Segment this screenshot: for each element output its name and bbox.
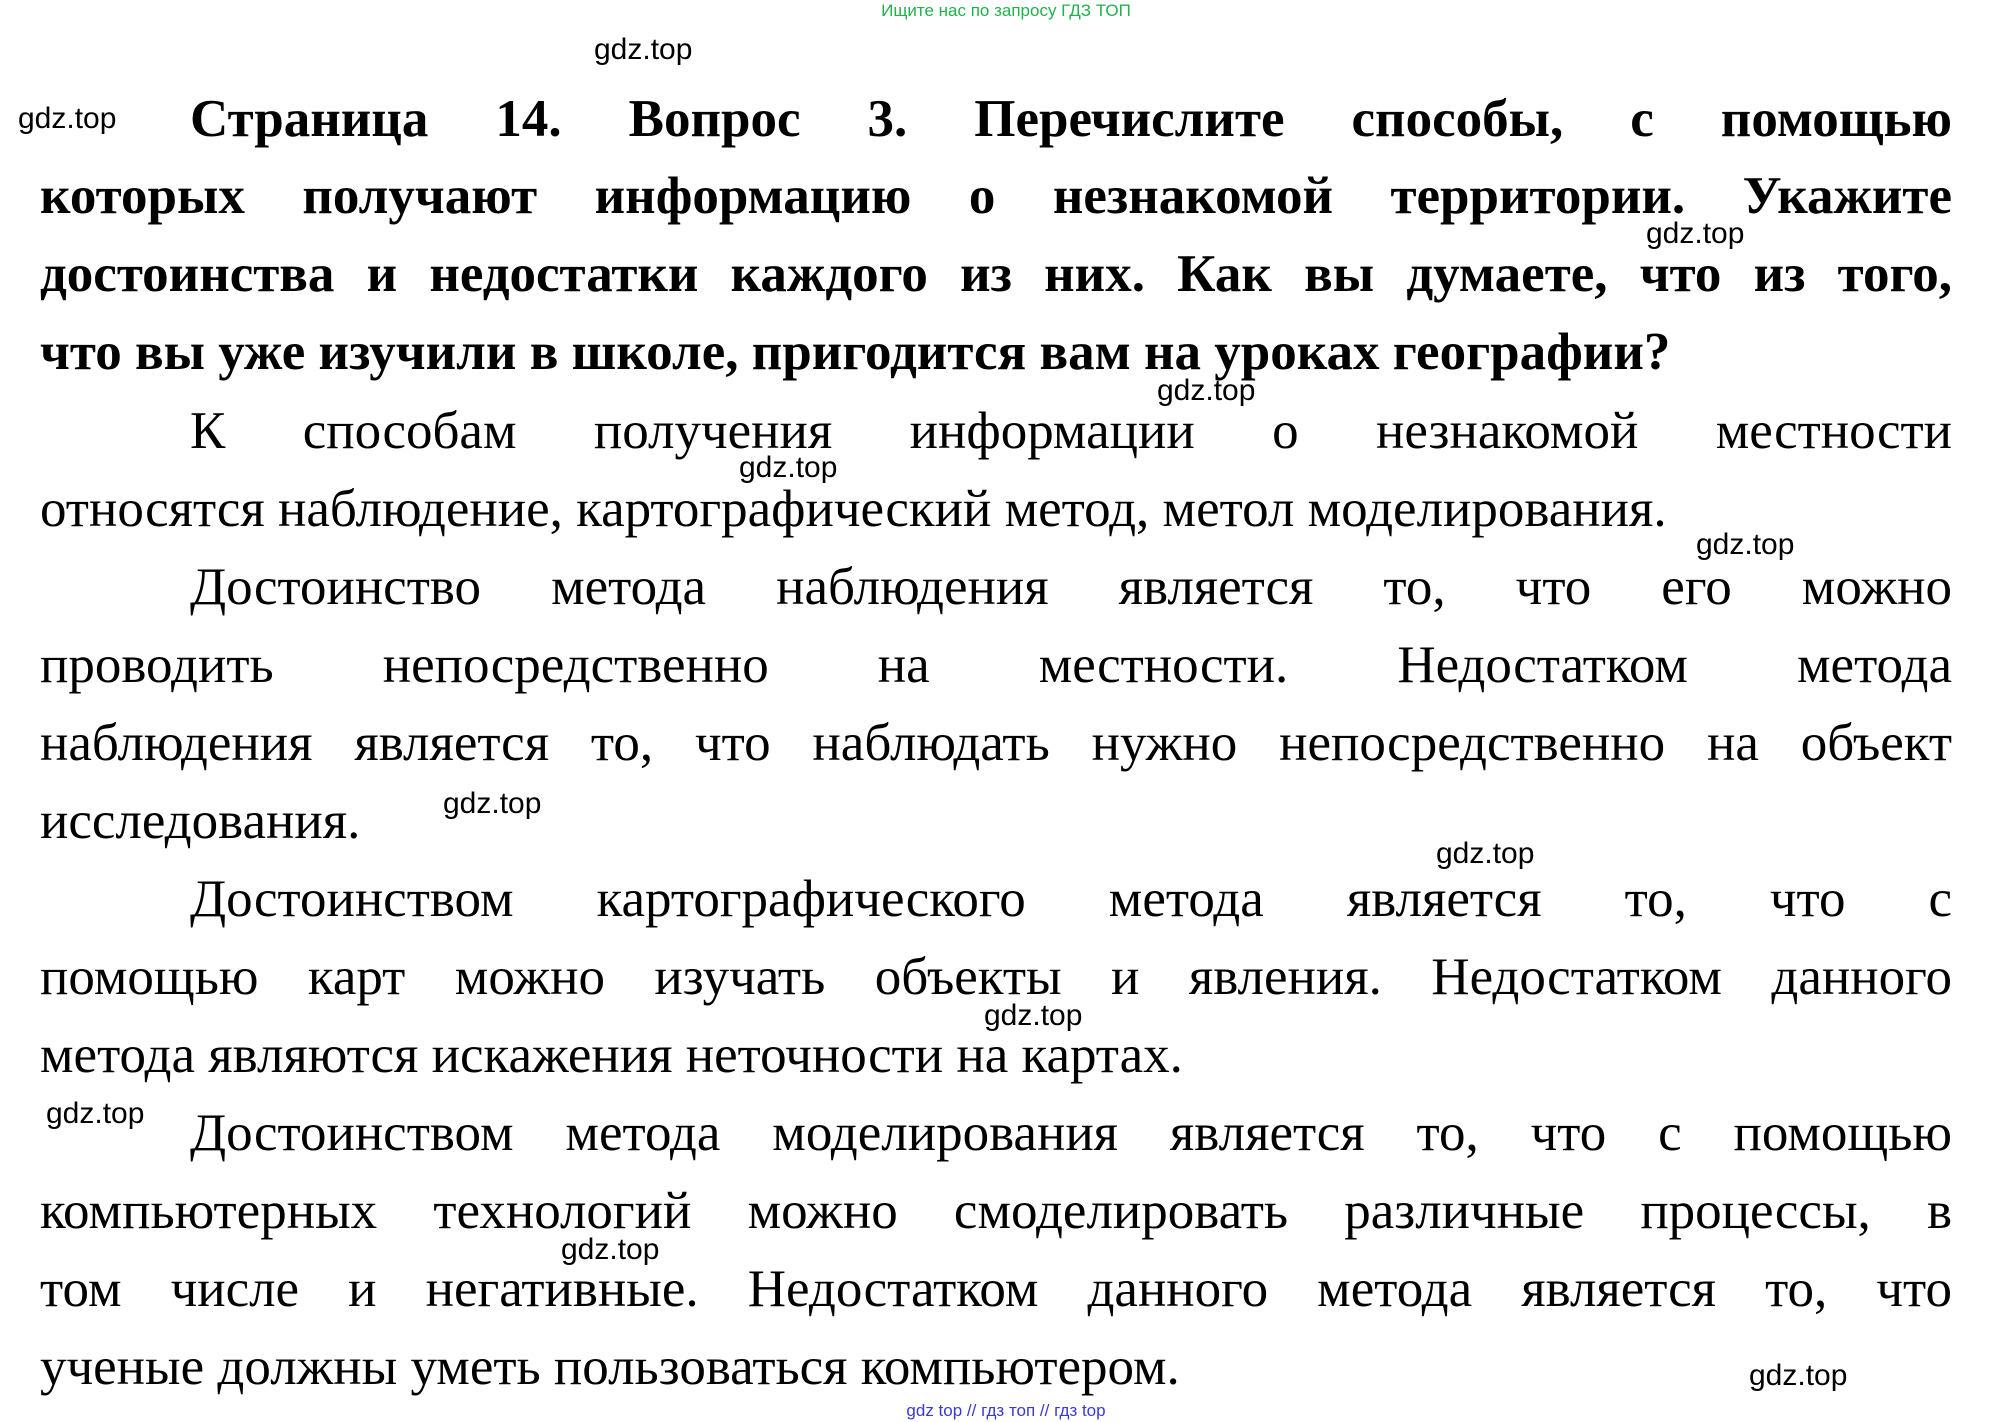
answer-p1-line-1: К способам получения информации о незнакомой местности — [190, 402, 1952, 460]
top-search-banner: Ищите нас по запросу ГДЗ ТОП — [881, 1, 1131, 20]
answer-p3-line-1: Достоинством картографического метода является то, что с — [190, 870, 1952, 928]
watermark: gdz.top — [443, 787, 542, 820]
answer-p4-line-4: ученые должны уметь пользоваться компьютером. — [40, 1338, 1180, 1396]
answer-p2-line-2: проводить непосредственно на местности. Недостатком метода — [40, 636, 1952, 694]
watermark: gdz.top — [1696, 528, 1795, 561]
watermark: gdz.top — [1646, 217, 1745, 250]
answer-p2-line-1: Достоинство метода наблюдения является то, что его можно — [190, 558, 1952, 616]
answer-p4-line-2: компьютерных технологий можно смоделировать различные процессы, в — [40, 1182, 1952, 1240]
watermark: gdz.top — [46, 1097, 145, 1130]
watermark: gdz.top — [594, 33, 693, 66]
question-line-1: Страница 14. Вопрос 3. Перечислите способы, с помощью — [190, 90, 1952, 148]
question-line-3: достоинства и недостатки каждого из них. Как вы думаете, что из того, — [40, 245, 1952, 303]
watermark: gdz.top — [1436, 837, 1535, 870]
answer-p4-line-3: том числе и негативные. Недостатком данного метода является то, что — [40, 1260, 1952, 1318]
answer-p4-line-1: Достоинством метода моделирования является то, что с помощью — [190, 1104, 1952, 1162]
watermark: gdz.top — [984, 999, 1083, 1032]
answer-p2-line-4: исследования. — [40, 792, 361, 850]
watermark: gdz.top — [18, 102, 117, 135]
question-line-4: что вы уже изучили в школе, пригодится вам на уроках географии? — [40, 323, 1671, 381]
bottom-links-banner: gdz top // гдз топ // гдз top — [906, 1401, 1106, 1420]
watermark: gdz.top — [1749, 1359, 1848, 1392]
watermark: gdz.top — [561, 1233, 660, 1266]
answer-p1-line-2: относятся наблюдение, картографический метод, метол моделирования. — [40, 480, 1667, 538]
watermark: gdz.top — [1157, 374, 1256, 407]
answer-p2-line-3: наблюдения является то, что наблюдать нужно непосредственно на объект — [40, 714, 1952, 772]
answer-p3-line-2: помощью карт можно изучать объекты и явления. Недостатком данного — [40, 948, 1952, 1006]
question-line-2: которых получают информацию о незнакомой территории. Укажите — [40, 167, 1952, 225]
answer-p3-line-3: метода являются искажения неточности на картах. — [40, 1026, 1183, 1084]
watermark: gdz.top — [739, 451, 838, 484]
